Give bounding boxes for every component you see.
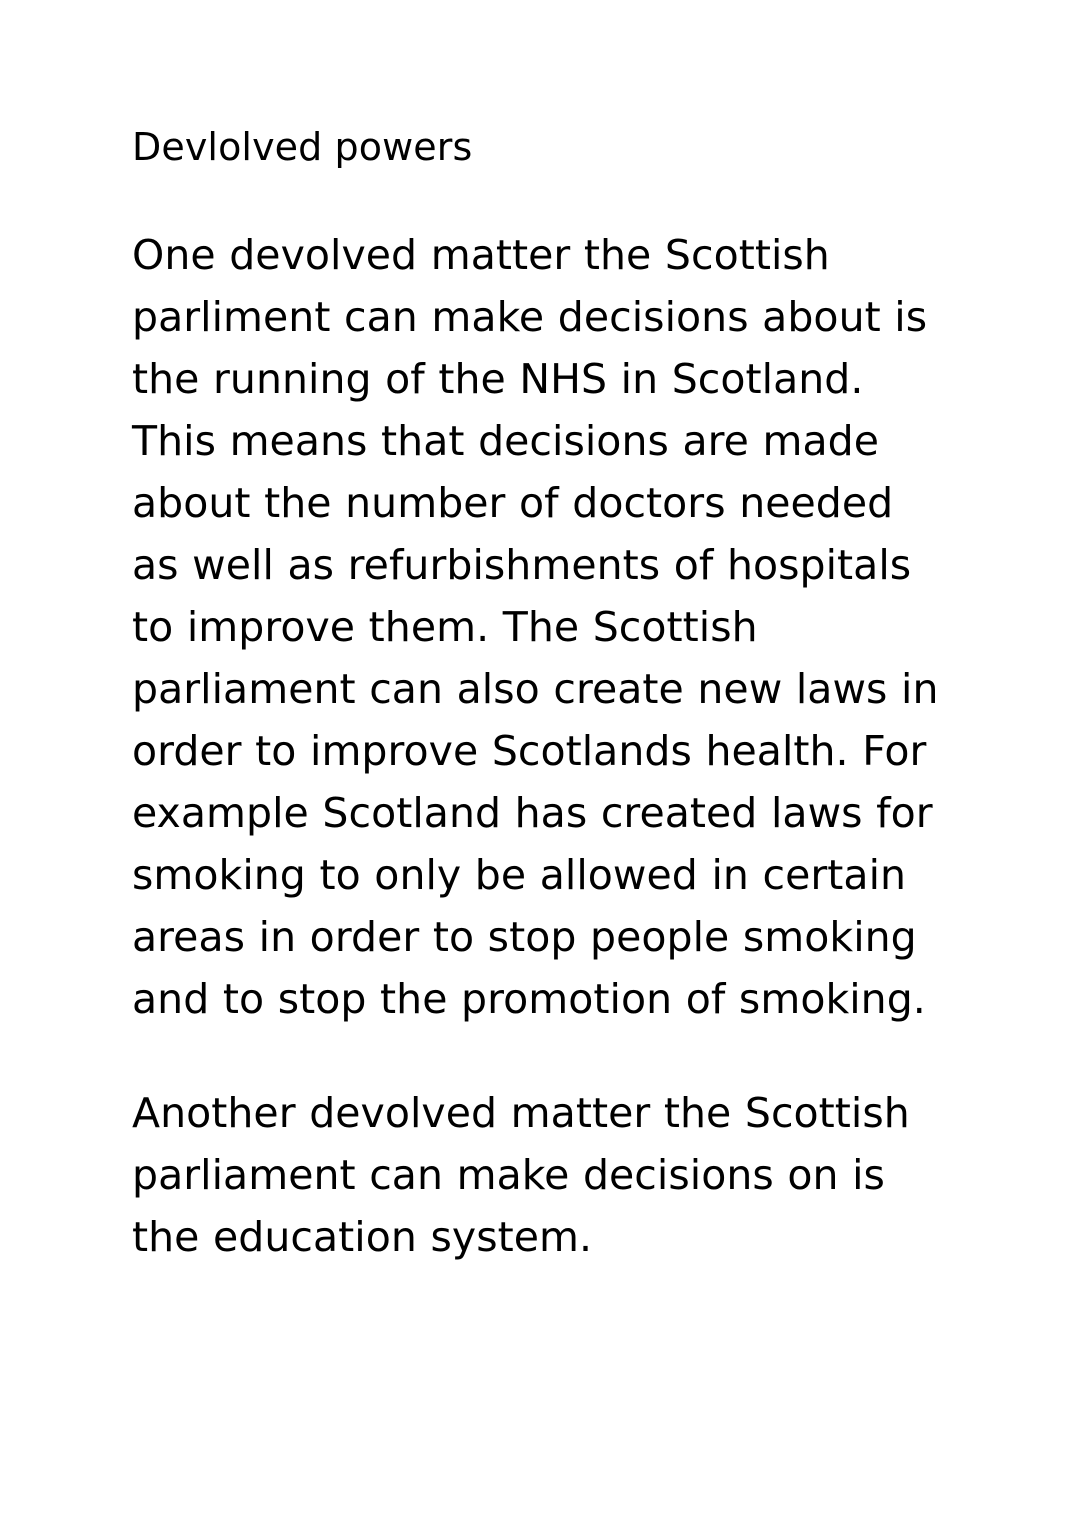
title-spacer [132, 166, 970, 224]
page-title: Devlolved powers [132, 125, 473, 169]
body-paragraph-1: One devolved matter the Scottish parliment can make decisions about is the running of the NHS in Scotland. This means that decisions are made about the number of doctors needed as well as refurbishments of hospitals to improve them. The Scottish parliament can also create new laws in order to improve Scotlands health. For example Scotland has created laws for smoking to only be allowed in certain areas in order to stop people smoking and to stop the promotion of smoking. [132, 231, 939, 1023]
paragraph-spacer [132, 1030, 970, 1082]
body-paragraph-2: Another devolved matter the Scottish parliament can make decisions on is the education system. [132, 1089, 910, 1261]
